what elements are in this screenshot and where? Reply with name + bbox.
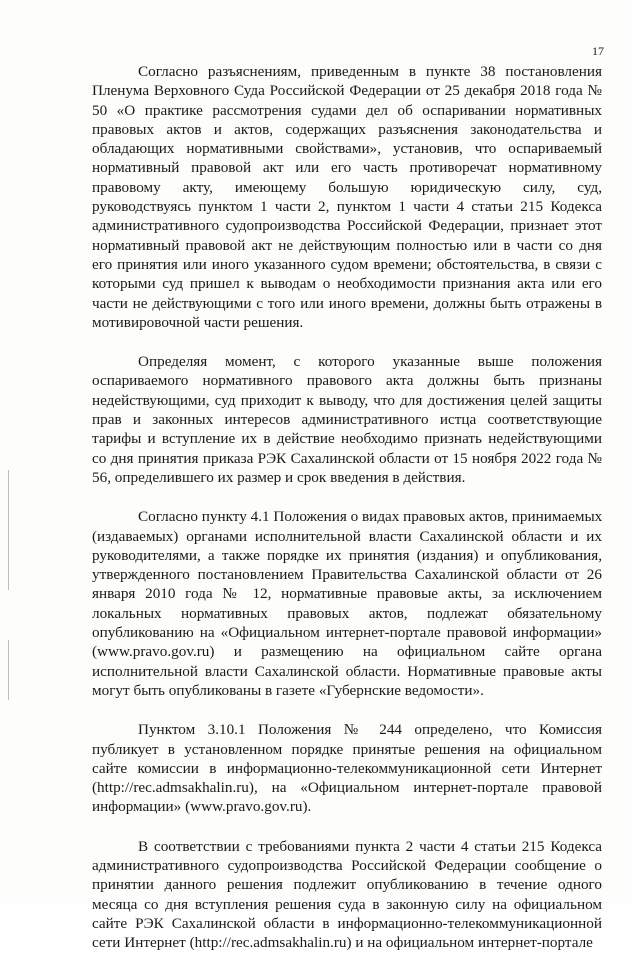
text-line: января 2010 года № 12, нормативные правовые акты, за исключением xyxy=(92,585,602,603)
text-line: (www.pravo.gov.ru) и размещению на официальном сайте органа xyxy=(92,643,602,661)
text-line: В соответствии с требованиями пункта 2 части 4 статьи 215 Кодекса xyxy=(138,837,602,855)
text-line: 50 «О практике рассмотрения судами дел об оспаривании нормативных xyxy=(92,101,602,119)
text-line: административного судопроизводства Российской Федерации сообщение о xyxy=(92,856,602,874)
document-body xyxy=(92,62,602,972)
text-line: недействующими, суд приходит к выводу, что для достижения целей защиты xyxy=(92,391,602,409)
text-line: месяца со дня вступления решения суда в законную силу на официальном xyxy=(92,895,602,913)
text-line: исполнительной власти Сахалинской области. Нормативные правовые акты xyxy=(92,662,602,680)
text-line: части не действующими с того или иного времени, должны быть отражены в xyxy=(92,294,602,312)
text-line: сети Интернет (http://rec.admsakhalin.ru) и на официальном интернет-портале xyxy=(92,934,593,952)
page-number: 17 xyxy=(592,44,604,58)
paragraph xyxy=(92,62,602,332)
text-line: Пленума Верховного Суда Российской Федерации от 25 декабря 2018 года № xyxy=(92,82,602,100)
text-line: утвержденного постановлением Правительства Сахалинской области от 26 xyxy=(92,566,602,584)
text-line: публикует в установленном порядке принятые решения на официальном xyxy=(92,740,602,758)
text-line: Согласно разъяснениям, приведенным в пункте 38 постановления xyxy=(138,63,602,80)
text-line: которыми суд пришел к выводам о необходимости признания акта или его xyxy=(92,275,602,293)
text-line: могут быть опубликованы в газете «Губернские ведомости». xyxy=(92,681,484,699)
text-line: Пунктом 3.10.1 Положения № 244 определено, что Комиссия xyxy=(138,721,602,739)
scan-margin-mark xyxy=(8,470,9,590)
text-line: Согласно пункту 4.1 Положения о видах правовых актов, принимаемых xyxy=(138,508,603,526)
text-line: сайте РЭК Сахалинской области в информационно-телекоммуникационной xyxy=(92,914,602,932)
text-line: 56, определившего их размер и срок введения в действия. xyxy=(92,468,466,486)
text-line: со дня принятия приказа РЭК Сахалинской области от 15 ноября 2022 года № xyxy=(92,449,602,467)
scan-margin-mark xyxy=(8,640,9,700)
text-line: оспариваемого нормативного правового акта должны быть признаны xyxy=(92,372,602,390)
text-line: сайте комиссии в информационно-телекоммуникационной сети Интернет xyxy=(92,759,602,777)
text-line: локальных нормативных правовых актов, подлежат обязательному xyxy=(92,604,602,622)
text-line: (издаваемых) органами исполнительной власти Сахалинской области и их xyxy=(92,527,602,545)
text-line: нормативный правовой акт не действующим полностью или в части со дня xyxy=(92,236,602,254)
paragraph xyxy=(92,352,602,487)
text-line: обладающих нормативными свойствами», установив, что оспариваемый xyxy=(92,140,602,158)
paragraph xyxy=(92,507,602,700)
text-line: информации» (www.pravo.gov.ru). xyxy=(92,798,312,816)
text-line: его принятия или иного указанного судом времени; обстоятельства, в связи с xyxy=(92,255,602,273)
paragraph xyxy=(92,720,602,816)
text-line: принятии данного решения подлежит опубликованию в течение одного xyxy=(92,876,602,894)
text-line: руководствуясь пунктом 1 части 2, пунктом 1 части 4 статьи 215 Кодекса xyxy=(92,198,602,216)
paragraph xyxy=(92,837,602,953)
text-line: мотивировочной части решения. xyxy=(92,313,304,331)
text-line: правовому акту, имеющему большую юридическую силу, суд, xyxy=(92,178,602,196)
text-line: опубликованию на «Официальном интернет-портале правовой информации» xyxy=(92,624,602,642)
text-line: (http://rec.admsakhalin.ru), на «Официальном интернет-портале правовой xyxy=(92,779,602,797)
text-line: тарифы и вступление их в действие необходимо признать недействующими xyxy=(92,430,602,448)
text-line: правовых актов и актов, содержащих разъяснения законодательства и xyxy=(92,120,602,138)
text-line: руководителями, а также порядке их принятия (издания) и опубликования, xyxy=(92,546,602,564)
text-line: нормативный правовой акт или его часть противоречат нормативному xyxy=(92,159,602,177)
text-line: прав и законных интересов административного истца соответствующие xyxy=(92,411,602,429)
text-line: административного судопроизводства Российской Федерации, признает этот xyxy=(92,217,602,235)
text-line: Определяя момент, с которого указанные выше положения xyxy=(138,353,602,371)
